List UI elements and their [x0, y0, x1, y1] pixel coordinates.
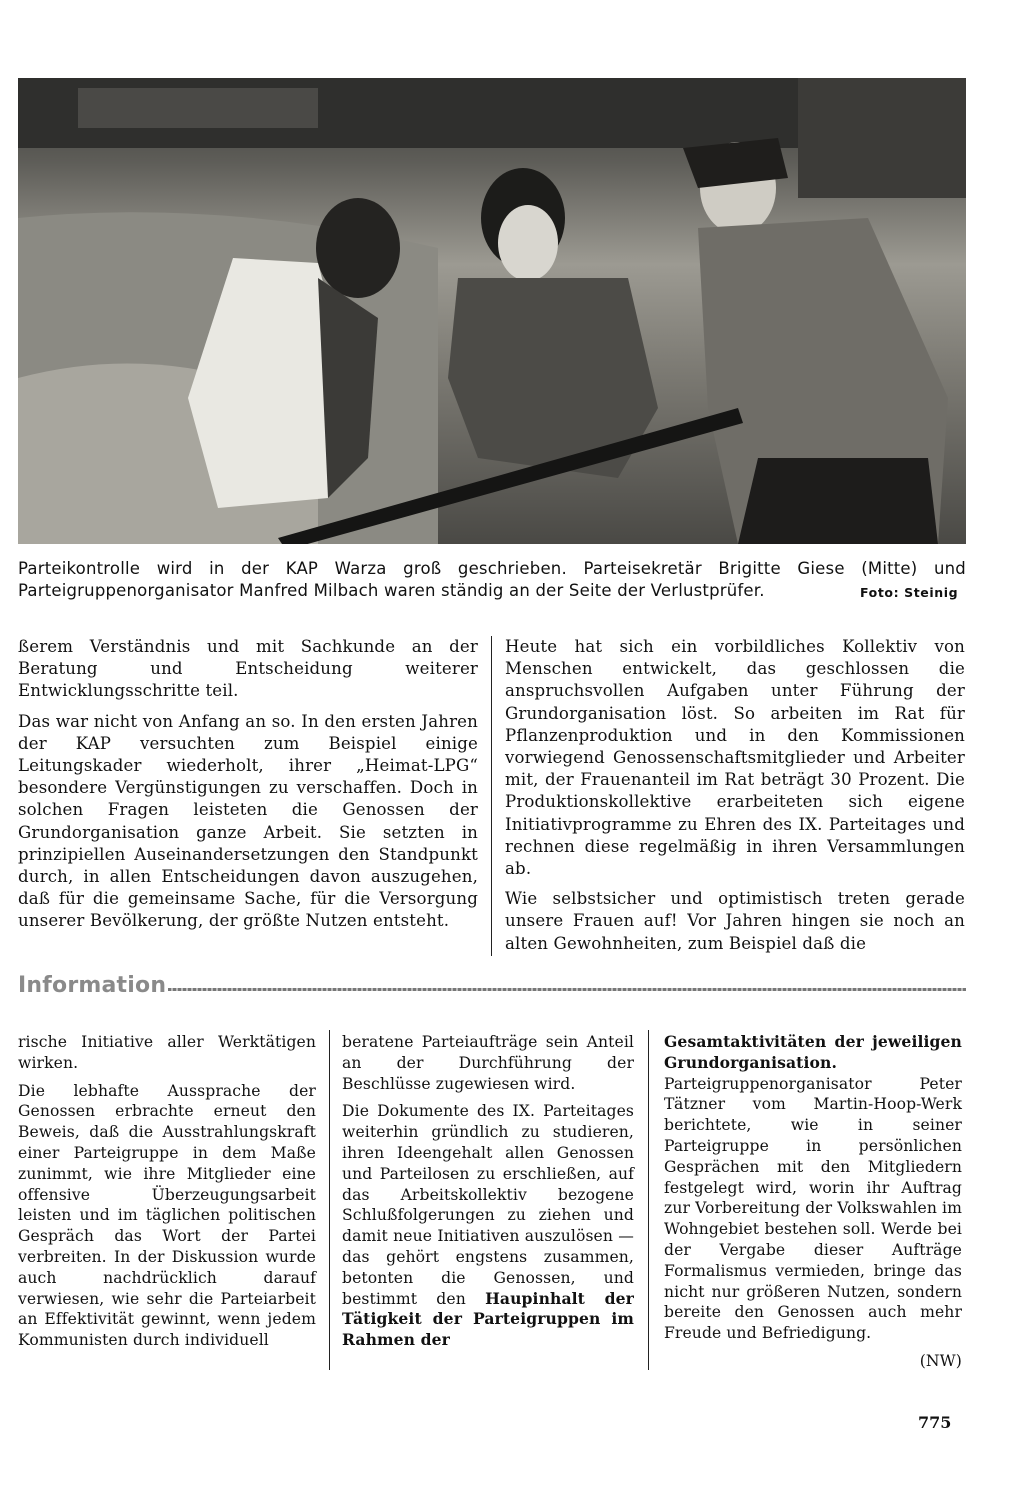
- paragraph: rische Initiative aller Werktätigen wirken.: [18, 1033, 316, 1072]
- page-number: 775: [918, 1413, 952, 1432]
- upper-right-column: [505, 636, 965, 963]
- bold-paragraph: Gesamtaktivitäten der jeweiligen Grundorganisation.: [664, 1032, 962, 1072]
- bold-text: Haupinhalt der Tätigkeit der Parteigruppen im Rahmen der: [342, 1288, 635, 1350]
- paragraph: Wie selbstsicher und optimistisch treten gerade unsere Frauen auf! Vor Jahren hingen sie noch an alten Gewohnheiten, zum Beispiel daß die: [505, 889, 965, 953]
- paragraph-text: Die Dokumente des IX. Parteitages weiterhin gründlich zu studieren, ihren Ideengehalt allen Genossen und Parteilosen zu erschließen, auf das Arbeitskollektiv bezogene Schlußfolgerungen zu ziehen und damit neue Initiativen auszulösen — das gehört engstens zusammen, betonten die Genossen, und bestimmt den: [342, 1102, 634, 1308]
- section-label: Information: [18, 973, 167, 998]
- paragraph: beratene Parteiaufträge sein Anteil an der Durchführung der Beschlüsse zugewiesen wird.: [342, 1033, 634, 1093]
- section-rule: [168, 988, 966, 991]
- column-divider: [491, 636, 492, 956]
- author-sign: (NW): [919, 1351, 962, 1370]
- upper-left-column: [18, 636, 478, 941]
- article-photo: [18, 78, 966, 544]
- paragraph: Die lebhafte Aussprache der Genossen erbrachte erneut den Beweis, daß die Ausstrahlungskraft einer Parteigruppe in dem Maße zunimmt, wie ihre Mitglieder eine offensive Überzeugungsarbeit leisten und im täglichen politischen Gespräch das Wort der Partei verbreiten. In der Diskussion wurde auch nachdrücklich darauf verwiesen, wie sehr die Parteiarbeit an Effektivität gewinnt, wenn jedem Kommunisten durch individuell: [18, 1081, 316, 1350]
- column-divider: [329, 1030, 330, 1370]
- paragraph: Heute hat sich ein vorbildliches Kollektiv von Menschen entwickelt, das geschlossen die anspruchsvollen Aufgaben unter Führung der Grundorganisation löst. So arbeiten im Rat für Pflanzenproduktion und in den Kommissionen vorwiegend Genossenschaftsmitglieder und Arbeiter mit, der Frauenanteil im Rat beträgt 30 Prozent. Die Produktionskollektive erarbeiteten sich eigene Initiativprogramme zu Ehren des IX. Parteitages und rechnen diese regelmäßig in ihren Versammlungen ab.: [505, 637, 965, 879]
- paragraph: ßerem Verständnis und mit Sachkunde an der Beratung und Entscheidung weiterer Entwicklungsschritte teil.: [18, 637, 478, 701]
- paragraph: Parteigruppenorganisator Peter Tätzner vom Martin-Hoop-Werk berichtete, wie in seiner Parteigruppe in persönlichen Gesprächen mit den Mitgliedern festgelegt wird, worin ihr Auftrag zur Vorbereitung der Volkswahlen im Wohngebiet bestehen soll. Werde bei der Vergabe dieser Aufträge Formalismus vermieden, bringe das nicht nur größeren Nutzen, sondern bereite den Genossen auch mehr Freude und Befriedigung.: [664, 1074, 962, 1343]
- lower-column-1: [18, 1032, 316, 1358]
- column-divider: [648, 1030, 649, 1370]
- photo-caption: Parteikontrolle wird in der KAP Warza groß geschrieben. Parteisekretär Brigitte Giese (Mitte) und Parteigruppenorganisator Manfred Milbach waren ständig an der Seite der Verlustprüfer.: [18, 559, 966, 600]
- lower-column-3: [664, 1032, 962, 1372]
- photo-illustration: [18, 78, 966, 544]
- lower-column-2: [342, 1032, 634, 1351]
- paragraph: [342, 1101, 634, 1351]
- photo-credit: Foto: Steinig: [860, 585, 959, 600]
- paragraph: Das war nicht von Anfang an so. In den ersten Jahren der KAP versuchten zum Beispiel einige Leitungskader wiederholt, ihrer „Heimat-LPG“ besondere Vergünstigungen zu verschaffen. Doch in solchen Fragen leisteten die Genossen der Grundorganisation ganze Arbeit. Sie setzten in prinzipiellen Auseinandersetzungen den Standpunkt durch, in allen Entscheidungen davon auszugehen, daß für die gemeinsame Sache, für die Versorgung unserer Bevölkerung, der größte Nutzen entsteht.: [18, 711, 478, 931]
